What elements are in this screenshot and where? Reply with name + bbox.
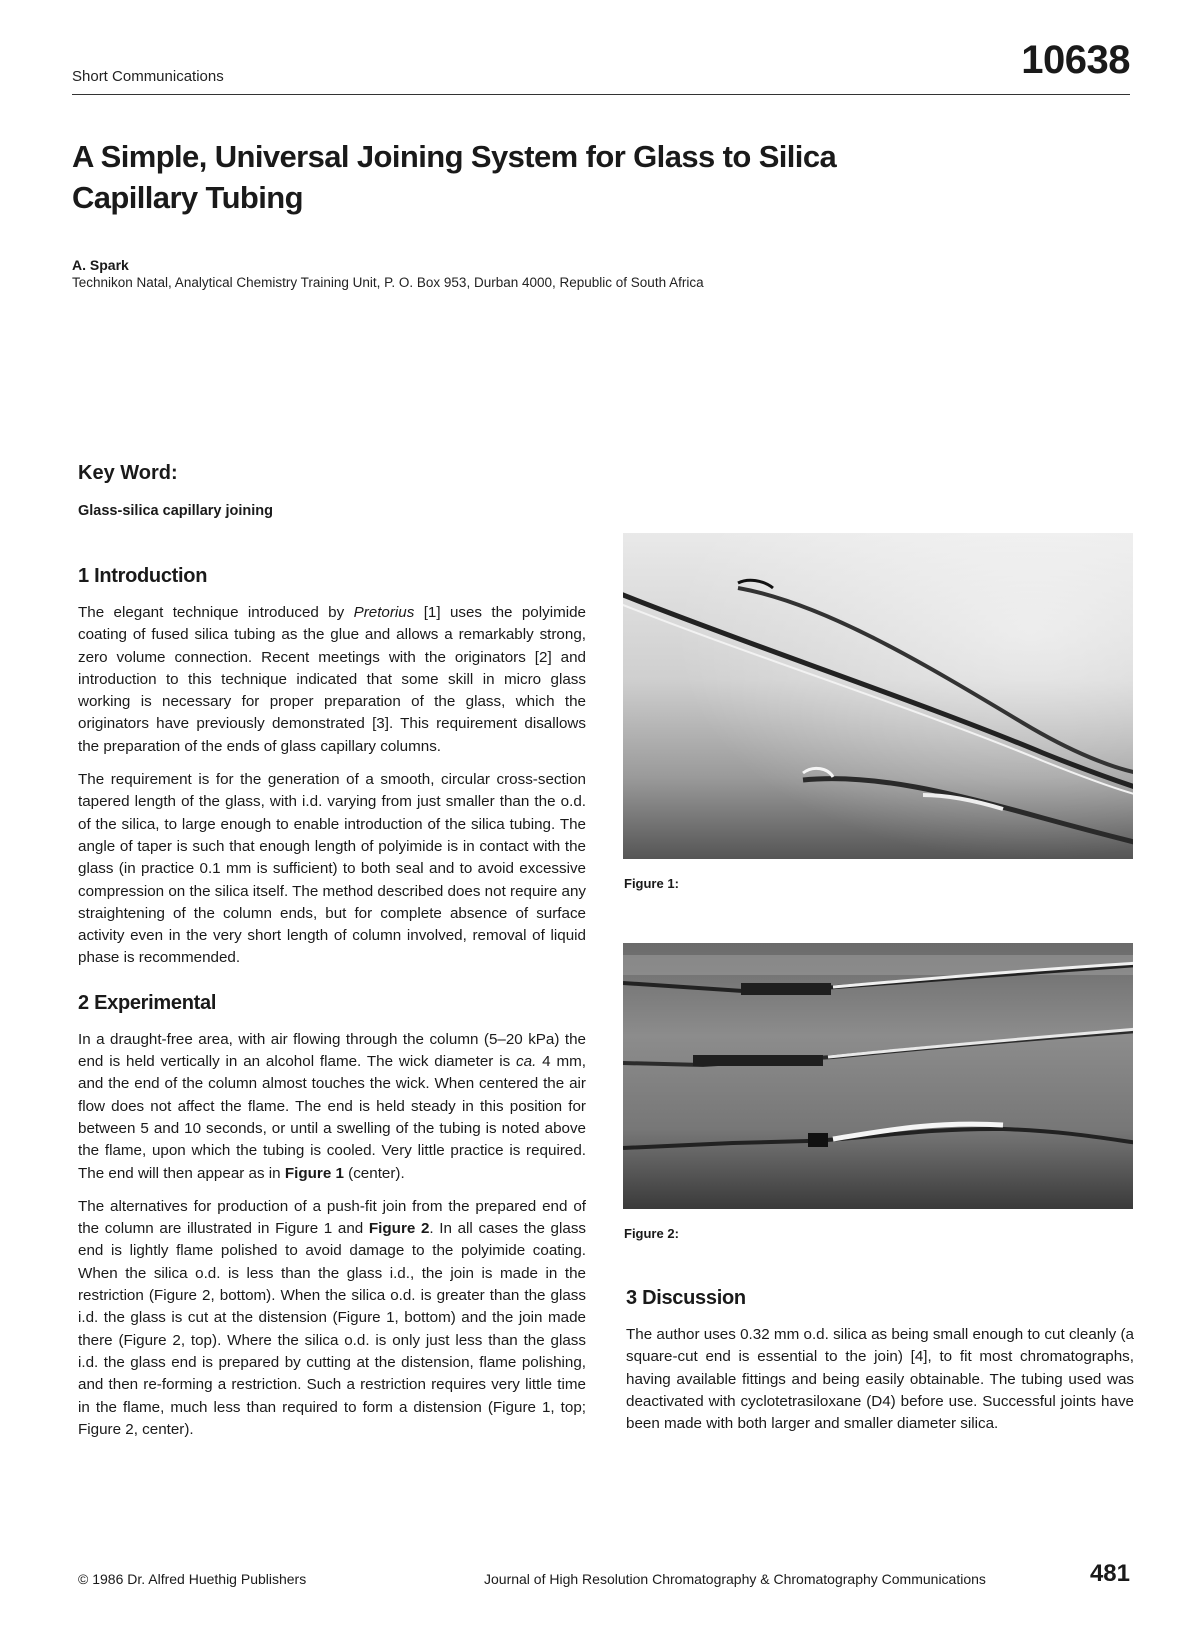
figure-reference: Figure 2 <box>368 1220 430 1238</box>
text-run: In a draught-free area, with air flowing through the column (5–20 kPa) the end is held vertically in an alcohol flame. The wick diameter is <box>78 1030 586 1071</box>
article-title: A Simple, Universal Joining System for Glass to Silica Capillary Tubing <box>72 139 837 215</box>
figure-reference: Figure 1 <box>284 1164 344 1182</box>
text-run: 4 mm, and the end of the column almost touches the wick. When centered the air flow does not affect the flame. The end is held steady in this position for between 5 and 10 seconds, or until a swelling of the tubing is noted above the flame, upon which the tubing is cooled. Very little practice is required. The end will then appear as in <box>78 1053 586 1182</box>
section-heading-discussion: 3 Discussion <box>626 1287 746 1309</box>
header-rule <box>72 94 1130 95</box>
intro-paragraph-2: The requirement is for the generation of a smooth, circular cross-section tapered length of the glass, with i.d. varying from just smaller than the o.d. of the silica, to large enough to enable introduction of the silica tubing. The angle of taper is such that enough length of polyimide is in contact with the glass (in practice 0.1 mm is sufficient) to both seal and to avoid excessive compression on the silica itself. The method described does not require any straightening of the column ends, but for complete absence of surface activity even in the very short length of column involved, removal of liquid phase is recommended. <box>78 771 586 967</box>
section-heading-introduction: 1 Introduction <box>78 565 208 587</box>
footer-journal-name: Journal of High Resolution Chromatography & Chromatography Communications <box>484 1571 986 1587</box>
author-affiliation: Technikon Natal, Analytical Chemistry Training Unit, P. O. Box 953, Durban 4000, Republic of South Africa <box>72 275 704 290</box>
figure-1-photo <box>623 533 1133 859</box>
text-run: (center). <box>343 1164 405 1182</box>
experimental-paragraph-2 <box>78 1196 586 1441</box>
figure-2-photo <box>623 943 1133 1209</box>
author-citation-italic: Pretorius <box>353 604 415 621</box>
text-run-italic: ca. <box>516 1053 537 1071</box>
footer-copyright: © 1986 Dr. Alfred Huethig Publishers <box>78 1571 307 1587</box>
author-name: A. Spark <box>72 257 129 273</box>
right-column-discussion <box>626 1287 1134 1446</box>
experimental-paragraph-1 <box>78 1029 586 1185</box>
text-run: . In all cases the glass end is lightly flame polished to avoid damage to the polyimide coating. When the silica o.d. is less than the glass i.d., the join is made in the restriction (Figure 2, bottom). When the silica o.d. is greater than the glass i.d. the glass is cut at the distension (Figure 1, bottom) and the join made there (Figure 2, top). Where the silica o.d. is only just less than the glass i.d. the glass end is prepared by cutting at the distension, flame polishing, and then re-forming a restriction. Such a restriction requires very little time in the flame, much less than required to form a distension (Figure 1, top; Figure 2, center). <box>78 1220 587 1438</box>
figure-2-caption: Figure 2: <box>624 1226 679 1241</box>
page-number: 481 <box>1089 1560 1130 1587</box>
left-column <box>78 565 586 1452</box>
section-heading-experimental: 2 Experimental <box>78 991 217 1014</box>
text-run: The alternatives for production of a push-fit join from the prepared end of the column are illustrated in Figure 1 and <box>78 1197 586 1238</box>
keywords-text: Glass-silica capillary joining <box>78 503 274 519</box>
keywords-heading: Key Word: <box>78 462 178 484</box>
manuscript-number: 10638 <box>1021 38 1130 82</box>
intro-paragraph-1 <box>78 602 586 758</box>
figure-1-caption: Figure 1: <box>624 876 679 891</box>
text-run: The elegant technique introduced by <box>78 604 354 621</box>
text-run: [1] uses the polyimide coating of fused silica tubing as the glue and allows a remarkably strong, zero volume connection. Recent meetings with the originators [2] and introduction to this technique indicated that some skill in micro glass working is necessary for proper preparation of the glass, which the originators have previously demonstrated [3]. This requirement disallows the preparation of the ends of glass capillary columns. <box>78 604 586 755</box>
running-head: Short Communications <box>72 68 224 85</box>
discussion-paragraph-1: The author uses 0.32 mm o.d. silica as being small enough to cut cleanly (a square-cut end is essential to the join) [4], to fit most chromatographs, having available fittings and being easily obtainable. The tubing used was deactivated with cyclotetrasiloxane (D4) before use. Successful joints have been made with both larger and smaller diameter silica. <box>626 1326 1134 1433</box>
